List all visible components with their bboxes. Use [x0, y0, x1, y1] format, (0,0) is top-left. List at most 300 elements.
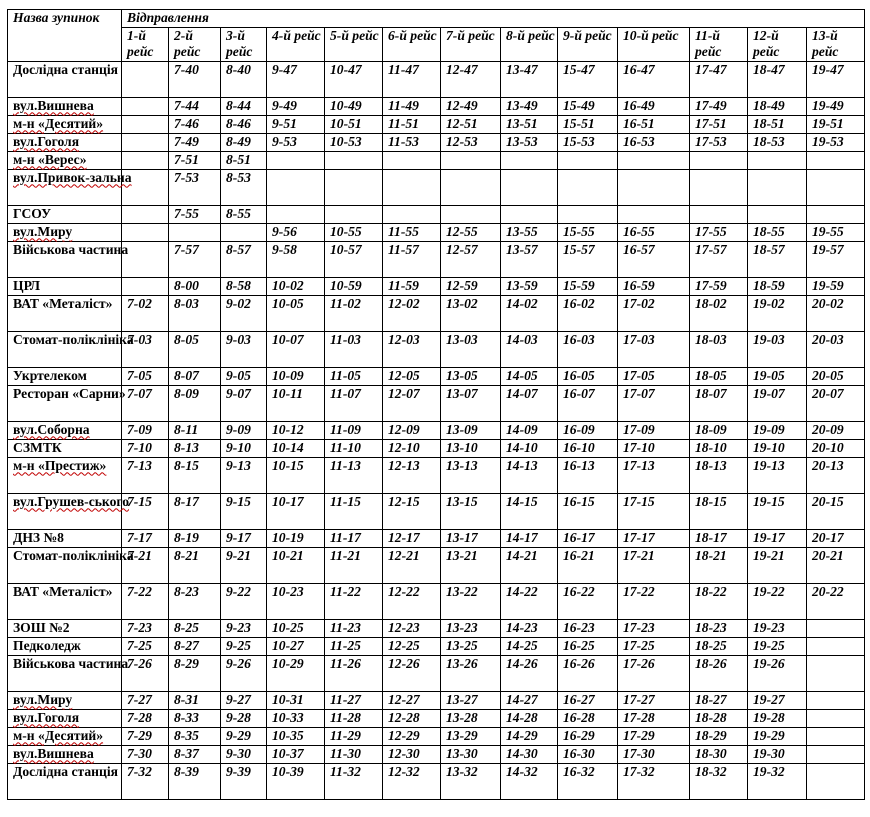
departure-time: 7-09 [122, 421, 169, 439]
departure-time: 7-23 [122, 619, 169, 637]
departure-time: 18-47 [748, 61, 807, 97]
departure-time: 10-35 [267, 727, 325, 745]
stop-name-text: ГСОУ [13, 205, 52, 221]
departure-time: 12-25 [383, 637, 441, 655]
departure-time: 7-40 [169, 61, 221, 97]
departure-time: 16-23 [558, 619, 618, 637]
departure-time: 18-28 [690, 709, 748, 727]
departure-time: 16-05 [558, 367, 618, 385]
departure-time: 16-09 [558, 421, 618, 439]
departure-time: 18-57 [748, 241, 807, 277]
departure-time: 7-53 [169, 169, 221, 205]
departure-time: 13-07 [441, 385, 501, 421]
table-row [8, 493, 865, 529]
departure-time: 13-30 [441, 745, 501, 763]
departure-time: 17-10 [618, 439, 690, 457]
departure-time: 7-28 [122, 709, 169, 727]
departure-time: 8-25 [169, 619, 221, 637]
departure-time: 8-49 [221, 133, 267, 151]
stop-column-header: Назва зупинок [8, 10, 122, 62]
departure-time: 10-12 [267, 421, 325, 439]
departure-time: 18-53 [748, 133, 807, 151]
departure-time [807, 619, 865, 637]
stop-name [8, 547, 134, 583]
departure-time [807, 637, 865, 655]
trip-header-row [8, 27, 865, 61]
departure-time: 10-39 [267, 763, 325, 799]
departure-time: 19-25 [748, 637, 807, 655]
departure-time: 19-22 [748, 583, 807, 619]
departure-time: 12-03 [383, 331, 441, 367]
departure-time: 16-07 [558, 385, 618, 421]
departure-time: 20-03 [807, 331, 865, 367]
departure-time: 17-57 [690, 241, 748, 277]
departure-time: 18-03 [690, 331, 748, 367]
departure-time: 16-47 [618, 61, 690, 97]
departure-time: 19-28 [748, 709, 807, 727]
stop-name [8, 619, 122, 637]
departure-time: 9-51 [267, 115, 325, 133]
departure-time: 12-51 [441, 115, 501, 133]
departure-time: 7-02 [122, 295, 169, 331]
departure-time: 16-27 [558, 691, 618, 709]
departure-time: 14-26 [501, 655, 558, 691]
departure-time: 18-55 [748, 223, 807, 241]
departure-time: 11-07 [325, 385, 383, 421]
departure-time: 11-47 [383, 61, 441, 97]
departure-time: 13-21 [441, 547, 501, 583]
table-row [8, 205, 865, 223]
departure-time: 10-14 [267, 439, 325, 457]
stop-name [8, 637, 122, 655]
departure-time: 12-28 [383, 709, 441, 727]
departure-time: 17-15 [618, 493, 690, 529]
departure-time: 19-53 [807, 133, 865, 151]
stop-name-text: Стомат-поліклініка [13, 331, 134, 347]
departure-time: 8-11 [169, 421, 221, 439]
departure-time: 8-13 [169, 439, 221, 457]
departure-time: 20-17 [807, 529, 865, 547]
departure-time: 17-03 [618, 331, 690, 367]
stop-name-text: Укртелеком [13, 367, 87, 383]
table-row [8, 529, 865, 547]
departure-time: 7-46 [169, 115, 221, 133]
departure-time: 11-28 [325, 709, 383, 727]
departure-time: 8-19 [169, 529, 221, 547]
departure-time: 8-39 [169, 763, 221, 799]
departure-time: 20-15 [807, 493, 865, 529]
table-row [8, 169, 865, 205]
departure-time: 18-51 [748, 115, 807, 133]
departure-time: 16-49 [618, 97, 690, 115]
departure-time [441, 205, 501, 223]
departure-time: 17-17 [618, 529, 690, 547]
stop-name-text: Педколедж [13, 637, 81, 653]
departure-time: 7-03 [122, 331, 169, 367]
departure-time: 12-26 [383, 655, 441, 691]
departure-time: 18-49 [748, 97, 807, 115]
stop-name [8, 529, 122, 547]
departure-time: 17-30 [618, 745, 690, 763]
departure-time [618, 205, 690, 223]
departure-time: 7-29 [122, 727, 169, 745]
departure-time: 20-10 [807, 439, 865, 457]
table-row [8, 367, 865, 385]
table-row [8, 763, 865, 799]
table-row [8, 547, 865, 583]
departure-time: 17-47 [690, 61, 748, 97]
departure-time: 19-13 [748, 457, 807, 493]
departure-time: 8-44 [221, 97, 267, 115]
trip-header-3: 3-й рейс [221, 27, 267, 61]
departure-time: 13-28 [441, 709, 501, 727]
departure-time: 15-57 [558, 241, 618, 277]
trip-header-12: 12-й рейс [748, 27, 807, 61]
departure-time: 8-17 [169, 493, 221, 529]
departure-time: 9-21 [221, 547, 267, 583]
departure-time: 11-23 [325, 619, 383, 637]
table-row [8, 439, 865, 457]
departure-time: 18-02 [690, 295, 748, 331]
departure-time: 18-10 [690, 439, 748, 457]
departure-time: 16-53 [618, 133, 690, 151]
departure-time: 12-57 [441, 241, 501, 277]
departure-time: 8-23 [169, 583, 221, 619]
departure-time: 9-58 [267, 241, 325, 277]
departure-time: 14-30 [501, 745, 558, 763]
departure-time: 10-47 [325, 61, 383, 97]
departure-time: 10-59 [325, 277, 383, 295]
stop-name [8, 115, 122, 133]
departure-time: 17-09 [618, 421, 690, 439]
departure-time: 13-10 [441, 439, 501, 457]
departure-time: 20-09 [807, 421, 865, 439]
departure-time: 19-47 [807, 61, 865, 97]
departure-time: 16-17 [558, 529, 618, 547]
table-row [8, 655, 865, 691]
departure-time: 13-05 [441, 367, 501, 385]
table-row [8, 151, 865, 169]
departure-time: 7-30 [122, 745, 169, 763]
departure-time: 14-15 [501, 493, 558, 529]
stop-name-text: вул.Гоголя [13, 133, 80, 149]
departure-time [807, 691, 865, 709]
trip-header-11: 11-й рейс [690, 27, 748, 61]
departure-time: 8-27 [169, 637, 221, 655]
departure-time: 10-19 [267, 529, 325, 547]
departure-time: 16-30 [558, 745, 618, 763]
departure-time [807, 151, 865, 169]
departure-time: 8-35 [169, 727, 221, 745]
timetable-body [8, 61, 865, 799]
departure-time: 19-21 [748, 547, 807, 583]
departure-time: 19-59 [807, 277, 865, 295]
departure-time: 16-28 [558, 709, 618, 727]
departure-time: 10-05 [267, 295, 325, 331]
departure-time: 8-21 [169, 547, 221, 583]
departure-time: 8-37 [169, 745, 221, 763]
departure-time: 10-53 [325, 133, 383, 151]
departure-time: 7-49 [169, 133, 221, 151]
departure-time: 14-13 [501, 457, 558, 493]
departure-time: 16-59 [618, 277, 690, 295]
stop-name [8, 763, 122, 799]
departure-time [807, 169, 865, 205]
departure-time: 8-58 [221, 277, 267, 295]
stop-name-text: Військова частина [13, 241, 129, 257]
departure-time: 18-21 [690, 547, 748, 583]
departure-time: 19-02 [748, 295, 807, 331]
departure-time: 13-57 [501, 241, 558, 277]
departure-time: 13-59 [501, 277, 558, 295]
departure-time: 18-05 [690, 367, 748, 385]
departure-time [807, 727, 865, 745]
stop-name [8, 205, 122, 223]
departure-time: 11-55 [383, 223, 441, 241]
departure-time: 7-17 [122, 529, 169, 547]
departure-time: 7-57 [169, 241, 221, 277]
table-row [8, 61, 865, 97]
departure-time [618, 151, 690, 169]
departure-time: 11-10 [325, 439, 383, 457]
departure-time: 7-07 [122, 385, 169, 421]
departure-time: 12-23 [383, 619, 441, 637]
stop-name-text: ВАТ «Металіст» [13, 295, 113, 311]
departure-time: 20-22 [807, 583, 865, 619]
departure-time [807, 745, 865, 763]
departure-time: 17-23 [618, 619, 690, 637]
stop-name [8, 385, 126, 421]
departure-time [267, 151, 325, 169]
stop-name [8, 169, 132, 205]
departure-time: 17-05 [618, 367, 690, 385]
departure-time: 8-15 [169, 457, 221, 493]
departure-time: 16-10 [558, 439, 618, 457]
table-row [8, 97, 865, 115]
departure-time: 14-02 [501, 295, 558, 331]
departure-time: 16-51 [618, 115, 690, 133]
departure-time: 7-10 [122, 439, 169, 457]
departure-time [383, 169, 441, 205]
departure-time: 13-25 [441, 637, 501, 655]
departure-time: 9-26 [221, 655, 267, 691]
departure-time: 7-44 [169, 97, 221, 115]
stop-name-text: Дослідна станція [13, 763, 118, 779]
departure-time: 14-10 [501, 439, 558, 457]
departure-time: 9-07 [221, 385, 267, 421]
departure-time: 14-05 [501, 367, 558, 385]
trip-header-13: 13-й рейс [807, 27, 865, 61]
departure-time: 11-09 [325, 421, 383, 439]
stop-name-text: Ресторан «Сарни» [13, 385, 126, 401]
trip-header-4: 4-й рейс [267, 27, 325, 61]
departure-time: 8-40 [221, 61, 267, 97]
departure-time [807, 709, 865, 727]
departure-time: 11-02 [325, 295, 383, 331]
departure-time: 15-59 [558, 277, 618, 295]
departure-time: 18-23 [690, 619, 748, 637]
trip-header-6: 6-й рейс [383, 27, 441, 61]
departure-time [748, 205, 807, 223]
table-header [8, 10, 865, 62]
stop-name-text: м-н «Десятий» [13, 727, 104, 743]
stop-name [8, 295, 122, 331]
departure-time: 13-15 [441, 493, 501, 529]
departure-time: 11-49 [383, 97, 441, 115]
departure-time: 18-32 [690, 763, 748, 799]
departure-time: 17-55 [690, 223, 748, 241]
departure-time: 13-49 [501, 97, 558, 115]
departure-time: 11-21 [325, 547, 383, 583]
departure-time [122, 133, 169, 151]
departure-time [122, 115, 169, 133]
departure-time: 12-47 [441, 61, 501, 97]
departure-time: 9-47 [267, 61, 325, 97]
trip-header-8: 8-й рейс [501, 27, 558, 61]
stop-name-text: вул.Вишнева [13, 97, 94, 113]
departure-time: 8-46 [221, 115, 267, 133]
trip-header-10: 10-й рейс [618, 27, 690, 61]
departure-time: 14-28 [501, 709, 558, 727]
departure-time: 9-09 [221, 421, 267, 439]
departure-time [690, 151, 748, 169]
departure-time: 10-51 [325, 115, 383, 133]
departure-time [122, 205, 169, 223]
departure-time: 11-13 [325, 457, 383, 493]
stop-name-text: м-н «Верес» [13, 151, 87, 167]
departure-time: 9-25 [221, 637, 267, 655]
departure-time: 17-27 [618, 691, 690, 709]
departure-time: 9-02 [221, 295, 267, 331]
stop-name-text: Військова частина [13, 655, 129, 671]
departure-time: 14-03 [501, 331, 558, 367]
departure-time: 7-55 [169, 205, 221, 223]
departure-time: 11-57 [383, 241, 441, 277]
stop-name [8, 709, 122, 727]
stop-name-text: вул.Гоголя [13, 709, 80, 725]
departure-time: 14-25 [501, 637, 558, 655]
departure-time [807, 763, 865, 799]
departure-time [267, 205, 325, 223]
departure-time [501, 151, 558, 169]
departure-time: 10-07 [267, 331, 325, 367]
departure-time: 18-29 [690, 727, 748, 745]
departure-time: 19-57 [807, 241, 865, 277]
departure-time [441, 169, 501, 205]
departure-time [122, 241, 169, 277]
stop-name-text: ЗОШ №2 [13, 619, 70, 635]
departure-time: 10-11 [267, 385, 325, 421]
departure-time: 11-30 [325, 745, 383, 763]
departure-time: 9-39 [221, 763, 267, 799]
table-row [8, 115, 865, 133]
table-row [8, 241, 865, 277]
departure-time: 10-27 [267, 637, 325, 655]
departure-time: 12-21 [383, 547, 441, 583]
departure-time: 9-27 [221, 691, 267, 709]
stop-name [8, 691, 122, 709]
departure-time [618, 169, 690, 205]
departure-time [558, 169, 618, 205]
departure-time: 7-51 [169, 151, 221, 169]
departure-time [748, 151, 807, 169]
stop-name [8, 745, 122, 763]
departure-time: 10-31 [267, 691, 325, 709]
departure-time: 19-55 [807, 223, 865, 241]
departure-time: 10-37 [267, 745, 325, 763]
departure-time: 13-22 [441, 583, 501, 619]
departure-time: 16-32 [558, 763, 618, 799]
stop-name [8, 133, 122, 151]
departure-time: 11-59 [383, 277, 441, 295]
departure-time: 12-30 [383, 745, 441, 763]
departure-time: 20-13 [807, 457, 865, 493]
departure-time: 7-21 [122, 547, 169, 583]
departure-time: 16-55 [618, 223, 690, 241]
stop-name-text: вул.Миру [13, 223, 73, 239]
departure-time: 18-09 [690, 421, 748, 439]
departure-time: 13-51 [501, 115, 558, 133]
departure-time [690, 205, 748, 223]
departure-time: 12-10 [383, 439, 441, 457]
table-row [8, 745, 865, 763]
departure-time: 19-49 [807, 97, 865, 115]
departure-time: 16-21 [558, 547, 618, 583]
departure-time: 13-29 [441, 727, 501, 745]
departure-time: 9-23 [221, 619, 267, 637]
departure-time: 18-59 [748, 277, 807, 295]
departure-time: 17-59 [690, 277, 748, 295]
departure-time: 15-53 [558, 133, 618, 151]
departure-time: 17-21 [618, 547, 690, 583]
stop-name-text: вул.Вишнева [13, 745, 94, 761]
stop-name-text: ЦРЛ [13, 277, 40, 293]
departure-time: 13-47 [501, 61, 558, 97]
departure-time: 8-03 [169, 295, 221, 331]
departure-time: 11-05 [325, 367, 383, 385]
departure-time: 20-02 [807, 295, 865, 331]
departure-time: 17-29 [618, 727, 690, 745]
departure-time: 16-02 [558, 295, 618, 331]
departure-time: 19-10 [748, 439, 807, 457]
departures-header: Відправлення [122, 10, 865, 28]
departure-time: 12-15 [383, 493, 441, 529]
departure-time: 11-03 [325, 331, 383, 367]
departure-time: 16-29 [558, 727, 618, 745]
departure-time: 15-51 [558, 115, 618, 133]
stop-name-text: вул.Миру [13, 691, 73, 707]
departure-time: 17-07 [618, 385, 690, 421]
departure-time: 18-26 [690, 655, 748, 691]
departure-time: 19-05 [748, 367, 807, 385]
departure-time [325, 169, 383, 205]
departure-time: 13-32 [441, 763, 501, 799]
departure-time: 10-09 [267, 367, 325, 385]
departure-time: 9-28 [221, 709, 267, 727]
departure-time: 17-13 [618, 457, 690, 493]
departure-time [441, 151, 501, 169]
stop-name [8, 457, 122, 493]
departure-time: 17-02 [618, 295, 690, 331]
table-row [8, 691, 865, 709]
departure-time [122, 223, 169, 241]
departure-time: 8-29 [169, 655, 221, 691]
departure-time: 19-30 [748, 745, 807, 763]
trip-header-9: 9-й рейс [558, 27, 618, 61]
departure-time: 9-03 [221, 331, 267, 367]
departure-time [690, 169, 748, 205]
departure-time: 18-22 [690, 583, 748, 619]
